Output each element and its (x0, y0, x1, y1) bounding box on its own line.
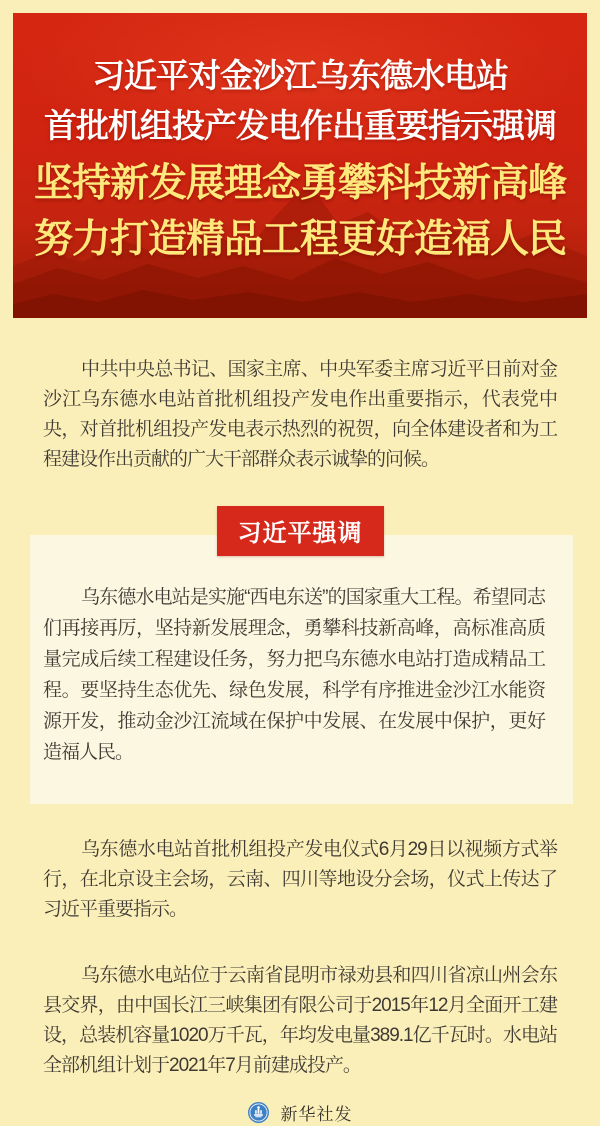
quote-card (30, 535, 573, 804)
banner-headline-line2: 努力打造精品工程更好造福人民 (33, 218, 566, 261)
xi-emphasizes-badge: 习近平强调 (217, 506, 384, 556)
footer-credit-text: 新华社发 (280, 1105, 353, 1124)
header-banner (13, 13, 587, 318)
location-paragraph: 乌东德水电站位于云南省昆明市禄劝县和四川省凉山州会东县交界，由中国长江三峡集团有限公司于2015年12月全面开工建设，总装机容量1020万千瓦，年均发电量389.1亿千瓦时。水电站全部机组计划于2021年7月前建成投产。 (43, 965, 557, 1076)
banner-title-line2: 首批机组投产发电作出重要指示强调 (44, 107, 556, 144)
banner-title-line1: 习近平对金沙江乌东德水电站 (92, 57, 508, 94)
quote-text: 乌东德水电站是实施“西电东送”的国家重大工程。希望同志们再接再厉，坚持新发展理念，勇攀科技新高峰，高标准高质量完成后续工程建设任务，努力把乌东德水电站打造成精品工程。要坚持生态优先、绿色发展，科学有序推进金沙江水能资源开发，推动金沙江流域在保护中发展、在发展中保护，更好造福人民。 (43, 587, 545, 763)
banner-titles (13, 13, 587, 276)
footer (0, 1100, 600, 1125)
intro-paragraph: 中共中央总书记、国家主席、中央军委主席习近平日前对金沙江乌东德水电站首批机组投产发电作出重要指示，代表党中央，对首批机组投产发电表示热烈的祝贺，向全体建设者和为工程建设作出贡献的广大干部群众表示诚挚的问候。 (43, 359, 557, 470)
xinhua-logo-icon (248, 1102, 269, 1123)
ceremony-paragraph: 乌东德水电站首批机组投产发电仪式6月29日以视频方式举行，在北京设主会场，云南、四川等地设分会场，仪式上传达了习近平重要指示。 (43, 839, 557, 920)
banner-headline-line1: 坚持新发展理念勇攀科技新高峰 (33, 162, 566, 205)
